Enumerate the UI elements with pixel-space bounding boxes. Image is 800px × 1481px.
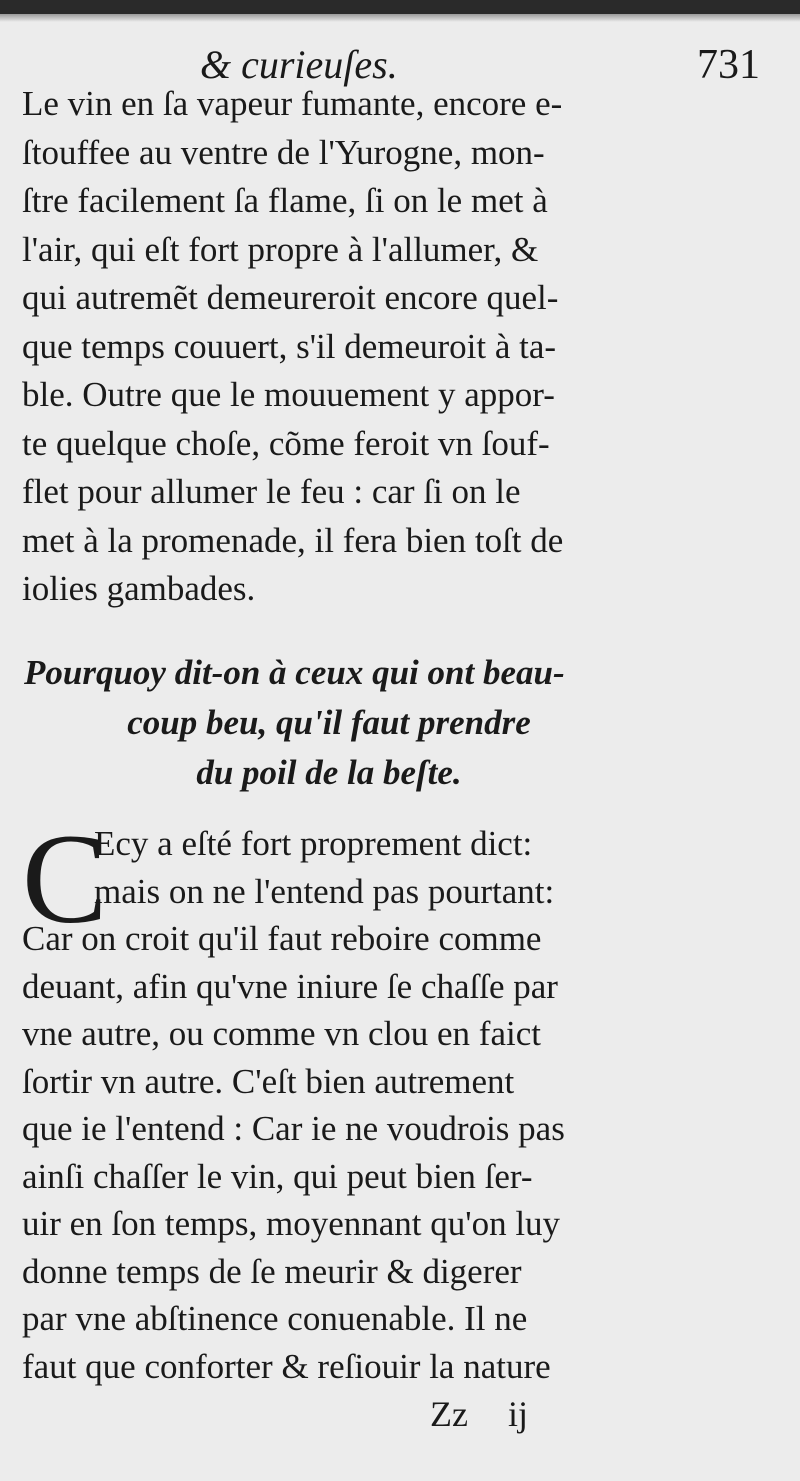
text-line: faut que conforter & reſiouir la nature	[22, 1346, 551, 1386]
text-line: ble. Outre que le mouuement y appor-	[22, 375, 555, 414]
text-line: iolies gambades.	[22, 569, 256, 608]
signature-folio: ij	[507, 1394, 528, 1434]
text-line: deuant, afin qu'vne iniure ſe chaſſe par	[22, 966, 558, 1006]
text-line: Car on croit qu'il faut reboire comme	[22, 919, 542, 958]
text-line: ſtre facilement ſa flame, ſi on le met à	[22, 181, 548, 220]
page-top-edge	[0, 0, 800, 14]
signature-mark	[430, 1390, 528, 1438]
page-number: 731	[697, 42, 760, 88]
text-line: par vne abſtinence conuenable. Il ne	[22, 1299, 528, 1338]
text-line: qui autremẽt demeureroit encore quel-	[22, 278, 559, 317]
drop-cap: C	[22, 808, 108, 950]
text-line: te quelque choſe, cõme feroit vn ſouf-	[22, 423, 550, 463]
text-line: Ecy a eſté fort proprement dict:	[94, 824, 533, 863]
text-line: Le vin en ſa vapeur fumante, encore e-	[22, 84, 563, 123]
text-line: ſortir vn autre. C'eſt bien autrement	[22, 1061, 515, 1101]
text-line: vne autre, ou comme vn clou en faict	[22, 1014, 541, 1053]
running-title: & curieuſes.	[200, 42, 398, 87]
paragraph-1	[22, 80, 642, 614]
heading-line: Pourquoy dit-on à ceux qui ont beau-	[24, 653, 565, 692]
text-line: uir en ſon temps, moyennant qu'on luy	[22, 1204, 561, 1243]
text-line: ſtouffee au ventre de l'Yurogne, mon-	[22, 132, 545, 172]
page-top-shadow	[0, 14, 800, 22]
text-line: met à la promenade, il fera bien toſt de	[22, 520, 564, 560]
text-line: donne temps de ſe meurir & digerer	[22, 1251, 522, 1291]
heading-line: du poil de la beſte.	[196, 753, 462, 792]
paragraph-2	[22, 808, 642, 1390]
text-line: flet pour allumer le feu : car ſi on le	[22, 472, 521, 511]
heading-line: coup beu, qu'il faut prendre	[127, 703, 531, 742]
text-line: que ie l'entend : Car ie ne voudrois pas	[22, 1109, 565, 1148]
text-line: ainſi chaſſer le vin, qui peut bien ſer-	[22, 1156, 533, 1196]
text-line: que temps couuert, s'il demeuroit à ta-	[22, 326, 557, 366]
section-heading	[24, 648, 634, 798]
text-line: mais on ne l'entend pas pourtant:	[94, 871, 555, 911]
text-line: l'air, qui eſt fort propre à l'allumer, &	[22, 229, 539, 269]
signature-letters: Zz	[430, 1394, 468, 1434]
